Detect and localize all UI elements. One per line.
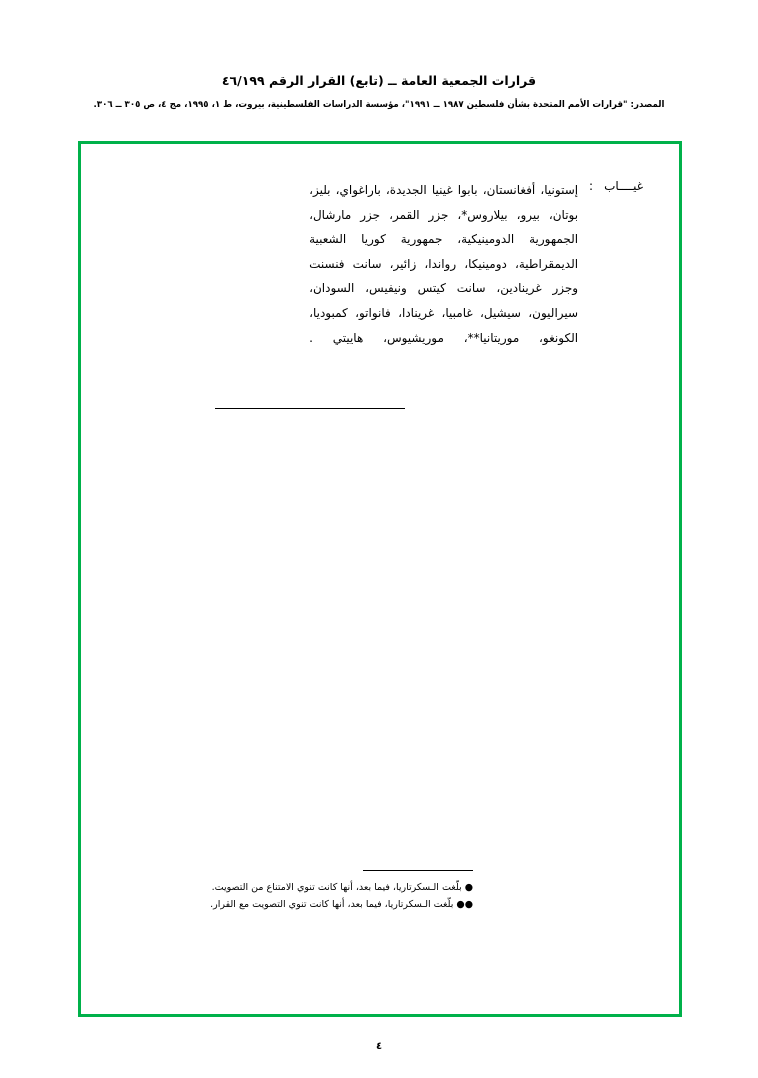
absence-colon: :	[589, 179, 594, 193]
footnote-marker-two: ●●	[456, 899, 473, 911]
absence-country-list: إستونيا، أفغانستان، بابوا غينيا الجديدة، باراغواي، بليز، بوتان، بيرو، بيلاروس*، جزر القمر، جزر مارشال، الجمهورية الدومينيكية، جمهورية كوريا الشعبية الديمقراطية، دومينيكا، رواندا، زائير، سانت فنسنت وجزر غرينادين، سانت كيتس ونيفيس، السودان، سيراليون، سيشيل، غامبيا، غرينادا، فانواتو، كمبوديا، الكونغو، موريتانيا**، موريشيوس، هاييتي .	[309, 183, 579, 345]
footnote-item	[117, 879, 643, 897]
footnote-item	[117, 896, 643, 914]
footnote-text-one: بلّغت الـسكرتاريا، فيما بعد، أنها كانت تنوي الامتناع من التصويت.	[211, 881, 462, 893]
document-header	[0, 72, 758, 111]
page-title: قرارات الجمعية العامة ــ (تابع) القرار الرقم ٤٦/١٩٩	[221, 73, 537, 88]
footnote-marker-one: ●	[464, 881, 473, 893]
footnote-divider	[363, 870, 473, 871]
absence-entry	[117, 178, 643, 350]
absence-label: غيــــاب	[604, 179, 643, 193]
page-number: ٤	[375, 1041, 383, 1052]
section-divider	[215, 408, 405, 409]
footnote-text-two: بلّغت الـسكرتاريا، فيما بعد، أنها كانت تنوي التصويت مع القرار.	[210, 899, 454, 911]
content-frame	[78, 141, 682, 1017]
footnotes-section	[117, 870, 643, 914]
source-line: المصدر: "قرارات الأمم المتحدة بشأن فلسطين ١٩٨٧ ــ ١٩٩١"، مؤسسة الدراسات الفلسطينية، بيروت، ط ١، ١٩٩٥، مج ٤، ص ٣٠٥ ــ ٣٠٦.	[93, 99, 665, 110]
